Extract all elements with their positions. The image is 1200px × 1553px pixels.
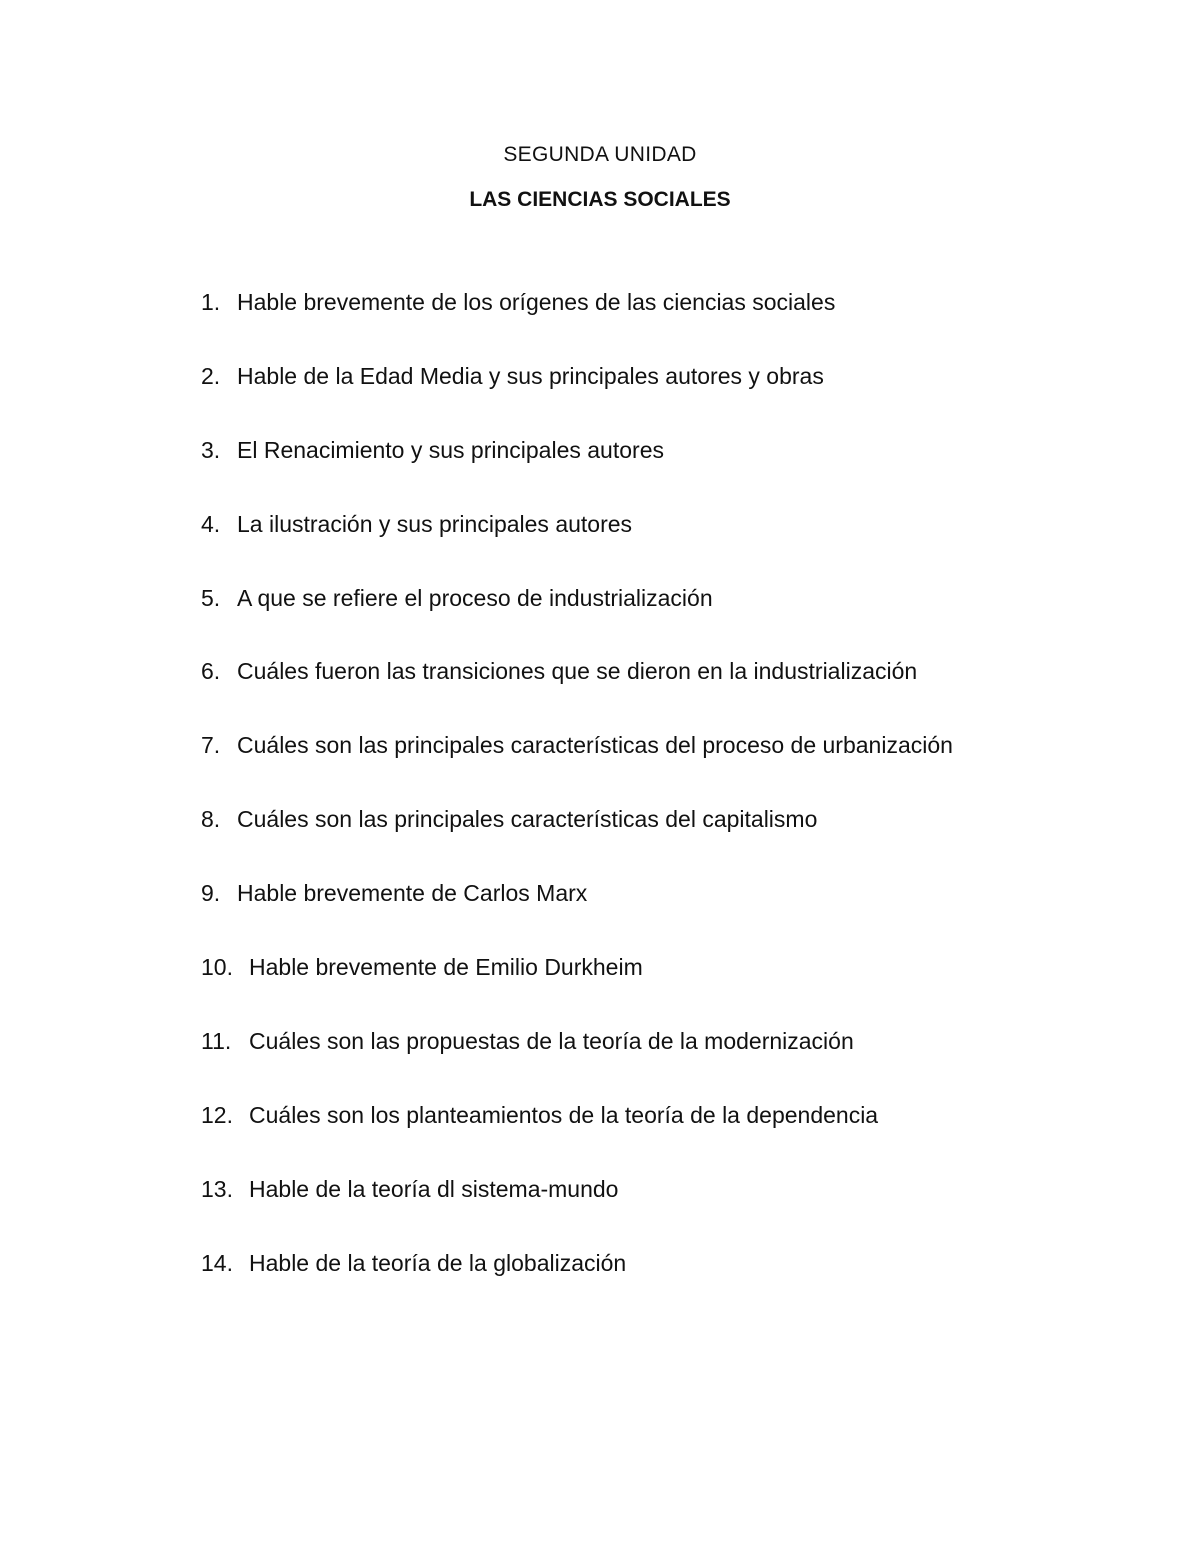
question-text: Hable brevemente de Carlos Marx: [237, 880, 588, 907]
question-text: Hable brevemente de los orígenes de las ciencias sociales: [237, 289, 836, 315]
question-number: 12.: [201, 1101, 233, 1128]
question-number: 13.: [201, 1175, 233, 1202]
question-text: A que se refiere el proceso de industrialización: [237, 584, 713, 611]
question-number: 14.: [201, 1249, 233, 1276]
question-text: Hable brevemente de Emilio Durkheim: [249, 954, 643, 981]
list-item: [201, 1248, 1101, 1322]
question-text: Hable de la Edad Media y sus principales autores y obras: [237, 362, 824, 389]
question-text: Hable de la teoría dl sistema-mundo: [249, 1175, 619, 1202]
question-text: Cuáles son las propuestas de la teoría de la modernización: [249, 1027, 854, 1054]
list-item: [201, 878, 1101, 952]
list-item: [201, 730, 1101, 804]
list-item: [201, 1100, 1101, 1174]
question-number: 9.: [201, 880, 221, 907]
question-number: 2.: [201, 362, 221, 389]
question-text: Cuáles son las principales características del capitalismo: [237, 806, 818, 833]
list-item: [201, 804, 1101, 878]
question-text: El Renacimiento y sus principales autores: [237, 436, 664, 463]
question-number: 11.: [201, 1027, 232, 1054]
question-text: Cuáles son los planteamientos de la teoría de la dependencia: [249, 1101, 879, 1128]
list-item: [201, 509, 1101, 583]
list-item: [201, 1174, 1101, 1248]
question-number: 6.: [201, 658, 221, 685]
unit-subtitle: SEGUNDA UNIDAD: [503, 143, 697, 166]
list-item: [201, 1026, 1101, 1100]
question-number: 10.: [201, 954, 233, 981]
page-title: LAS CIENCIAS SOCIALES: [469, 188, 731, 211]
list-item: [201, 361, 1101, 435]
question-number: 4.: [201, 510, 221, 537]
list-item: [201, 435, 1101, 509]
list-item: [201, 287, 1101, 361]
question-text: La ilustración y sus principales autores: [237, 510, 633, 537]
question-number: 8.: [201, 806, 221, 833]
question-number: 1.: [201, 289, 221, 315]
question-text: Cuáles fueron las transiciones que se dieron en la industrialización: [237, 658, 918, 685]
question-list: [201, 287, 1101, 1321]
question-number: 3.: [201, 436, 221, 463]
question-text: Hable de la teoría de la globalización: [249, 1249, 627, 1276]
question-number: 5.: [201, 584, 221, 611]
question-text: Cuáles son las principales características del proceso de urbanización: [237, 732, 953, 759]
question-number: 7.: [201, 732, 221, 759]
list-item: [201, 656, 1101, 730]
list-item: [201, 583, 1101, 657]
list-item: [201, 952, 1101, 1026]
